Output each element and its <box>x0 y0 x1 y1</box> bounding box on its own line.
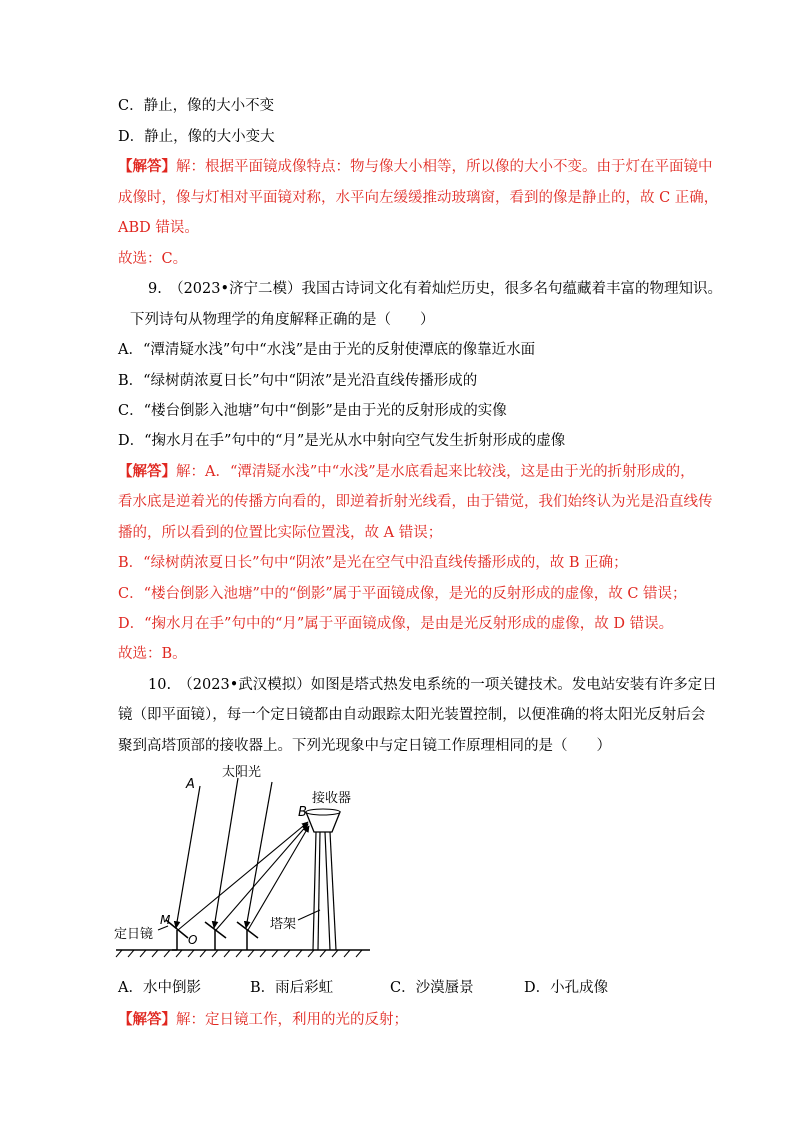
answer-text: 解：A．“潭清疑水浅”中“水浅”是水底看起来比较浅，这是由于光的折射形成的， <box>176 464 695 480</box>
tower <box>313 832 336 950</box>
q9-option-d: D．“掬水月在手”句中的“月”是光从水中射向空气发生折射形成的虚像 <box>118 433 566 449</box>
q8-answer-line1 <box>118 157 713 177</box>
q9-answer-line5: C．“楼台倒影入池塘”中的“倒影”属于平面镜成像，是光的反射形成的虚像，故 C 错误； <box>118 586 687 602</box>
tower-leader-line <box>298 910 320 920</box>
q9-stem-line2: 下列诗句从物理学的角度解释正确的是（ ） <box>130 312 435 328</box>
q9-option-a: A．“潭清疑水浅”句中“水浅”是由于光的反射使潭底的像靠近水面 <box>118 342 536 358</box>
q9-choice: 故选：B。 <box>118 646 187 662</box>
answer-text: 解：根据平面镜成像特点：物与像大小相等，所以像的大小不变。由于灯在平面镜中 <box>176 159 713 175</box>
label-receiver: 接收器 <box>312 791 352 806</box>
label-o: O <box>188 933 198 947</box>
q9-answer-line6: D．“掬水月在手”句中的“月”属于平面镜成像，是由是光反射形成的虚像，故 D 错误。 <box>118 616 674 632</box>
sunlight-ray-a <box>176 786 200 928</box>
heliostat-2 <box>205 922 226 950</box>
q10-stem-line2: 镜（即平面镜），每一个定日镜都由自动跟踪太阳光装置控制，以便准确的将太阳光反射后会 <box>118 707 706 723</box>
q9-option-c: C．“楼台倒影入池塘”句中“倒影”是由于光的反射形成的实像 <box>118 403 507 419</box>
reflected-ray-1 <box>178 822 308 930</box>
q9-answer-line1 <box>118 462 695 482</box>
answer-tag: 【解答】 <box>118 1011 176 1028</box>
q9-answer-line2: 看水底是逆着光的传播方向看的，即逆着折射光线看，由于错觉，我们始终认为光是沿直线传 <box>118 494 713 510</box>
q10-stem-line3: 聚到高塔顶部的接收器上。下列光现象中与定日镜工作原理相同的是（ ） <box>118 738 611 754</box>
sunlight-ray-2 <box>214 778 238 928</box>
q9-stem-line1: 9. （2023•济宁二模）我国古诗词文化有着灿烂历史，很多名句蕴藏着丰富的物理知识。 <box>148 281 723 297</box>
ground-hatch <box>116 950 362 957</box>
q10-stem-line1: 10. （2023•武汉模拟）如图是塔式热发电系统的一项关键技术。发电站安装有许多定日 <box>148 677 717 693</box>
q8-option-c: C．静止，像的大小不变 <box>118 98 275 114</box>
answer-tag: 【解答】 <box>118 463 176 480</box>
label-m: M <box>160 913 171 927</box>
q10-answer-line1 <box>118 1010 408 1030</box>
q10-options <box>118 978 608 998</box>
q8-option-d: D．静止，像的大小变大 <box>118 129 275 145</box>
q10-option-d: D．小孔成像 <box>524 980 609 996</box>
label-sunlight: 太阳光 <box>222 765 262 780</box>
label-heliostat: 定日镜 <box>114 927 154 942</box>
q9-answer-line3: 播的，所以看到的位置比实际位置浅，故 A 错误； <box>118 525 443 541</box>
q10-option-b: B．雨后彩虹 <box>250 980 334 996</box>
q10-option-c: C．沙漠蜃景 <box>390 980 474 996</box>
heliostat-3 <box>237 922 258 950</box>
tower-solar-diagram <box>110 760 380 960</box>
answer-tag: 【解答】 <box>118 158 176 175</box>
q10-option-a: A．水中倒影 <box>118 980 201 996</box>
label-b: B <box>298 805 307 820</box>
q8-answer-line2: 成像时，像与灯相对平面镜对称，水平向左缓缓推动玻璃窗，看到的像是静止的，故 C 正确， <box>118 190 719 206</box>
q9-option-b: B．“绿树荫浓夏日长”句中“阴浓”是光沿直线传播形成的 <box>118 373 478 389</box>
reflected-ray-3 <box>248 826 309 930</box>
answer-text: 解：定日镜工作，利用的光的反射； <box>176 1012 408 1028</box>
label-tower: 塔架 <box>270 917 297 932</box>
q8-choice: 故选：C。 <box>118 251 188 267</box>
label-a: A <box>186 777 195 792</box>
q8-answer-line3: ABD 错误。 <box>118 220 199 236</box>
q9-answer-line4: B．“绿树荫浓夏日长”句中“阴浓”是光在空气中沿直线传播形成的，故 B 正确； <box>118 555 628 571</box>
